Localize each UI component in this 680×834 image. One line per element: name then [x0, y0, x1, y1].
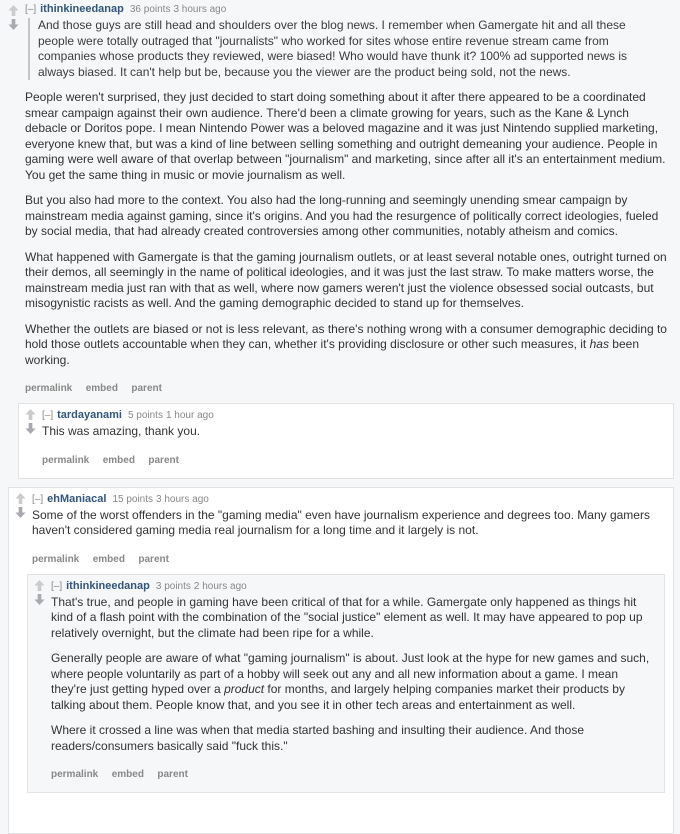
comment-timestamp: 3 hours ago: [173, 4, 226, 15]
comment-children: [6, 403, 674, 479]
upvote-arrow[interactable]: [15, 493, 26, 504]
permalink-link[interactable]: permalink: [42, 455, 89, 466]
vote-arrows: [13, 493, 28, 518]
collapse-toggle[interactable]: [–]: [25, 4, 36, 15]
comment-tagline: [51, 580, 656, 592]
comment: [18, 403, 674, 479]
vote-arrows: [23, 409, 38, 434]
comment-tagline: [32, 493, 665, 505]
comment: [27, 574, 665, 794]
embed-link[interactable]: embed: [112, 769, 144, 780]
vote-arrows: [32, 580, 47, 605]
comment-tagline: [25, 3, 674, 15]
vote-arrows: [6, 5, 21, 30]
downvote-arrow[interactable]: [25, 423, 36, 434]
comment-tagline: [42, 409, 665, 421]
permalink-link[interactable]: permalink: [25, 383, 72, 394]
permalink-link[interactable]: permalink: [51, 769, 98, 780]
parent-link[interactable]: parent: [131, 383, 162, 394]
comment-timestamp: 1 hour ago: [166, 410, 214, 421]
comment-author-link[interactable]: ehManiacal: [47, 493, 106, 505]
downvote-arrow[interactable]: [15, 507, 26, 518]
embed-link[interactable]: embed: [103, 455, 135, 466]
comment-body: Some of the worst offenders in the "gaming media" even have journalism experience and degrees too. Many gamers haven't considered gaming media real journalism for a long time and it largely is not.: [32, 508, 665, 539]
comment: [6, 3, 674, 479]
comment-timestamp: 2 hours ago: [194, 581, 247, 592]
downvote-arrow[interactable]: [8, 19, 19, 30]
comment-author-link[interactable]: tardayanami: [57, 409, 122, 421]
comment-score: 15 points: [112, 494, 153, 505]
collapse-toggle[interactable]: [–]: [51, 581, 62, 592]
comment-score: 5 points: [128, 410, 163, 421]
collapse-toggle[interactable]: [–]: [32, 494, 43, 505]
comment-author-link[interactable]: ithinkineedanap: [40, 3, 124, 15]
comment-timestamp: 3 hours ago: [156, 494, 209, 505]
comment-body: That's true, and people in gaming have been critical of that for a while. Gamergate only happened as things hit kind of a flash point with the combination of the "social justice" element as well. It may have appeared to pop up relatively overnight, but the climate had been ripe for a while. Generally people are aware of what "gaming journalism" is about. Just look at the hype for new games and such, where people voluntarily as part of a hobby will seek out any and all new information about a game. I mean they're just getting hyped over a product for months, and largely helping companies market their products by talking about them. People know that, and you see it in other tech areas and entertainment as well. Where it crossed a line was when that media started bashing and insulting their audience. And those readers/consumers basically said "fuck this.": [51, 595, 656, 755]
embed-link[interactable]: embed: [86, 383, 118, 394]
comment-body: This was amazing, thank you.: [42, 424, 665, 440]
parent-link[interactable]: parent: [148, 455, 179, 466]
parent-link[interactable]: parent: [138, 554, 169, 565]
comment-author-link[interactable]: ithinkineedanap: [66, 580, 150, 592]
collapse-toggle[interactable]: [–]: [42, 410, 53, 421]
permalink-link[interactable]: permalink: [32, 554, 79, 565]
comment-score: 36 points: [130, 4, 171, 15]
comment-children: [13, 574, 665, 794]
comment-actions: [25, 378, 674, 396]
upvote-arrow[interactable]: [34, 580, 45, 591]
comment-actions: [32, 549, 665, 567]
downvote-arrow[interactable]: [34, 594, 45, 605]
comment: [8, 487, 674, 834]
parent-link[interactable]: parent: [157, 769, 188, 780]
comment-body: And those guys are still head and shoulders over the blog news. I remember when Gamergate hit and all these people were totally outraged that "journalists" who worked for sites whose entire revenue stream came from companies whose products they reviewed, were biased! Who would have thunk it? 100% ad supported news is always biased. It can't help but be, because you the viewer are the product being sold, not the news. People weren't surprised, they just decided to start doing something about it after there appeared to be a coordinated smear campaign against their own audience. There'd been a climate growing for years, such as the Kane & Lynch debacle or Doritos pope. I mean Nintendo Power was a beloved magazine and it was just Nintendo supplied marketing, everyone knew that, but was a kind of line between selling something and outright demeaning your audience. People in gaming were well aware of that overlap between "journalism" and marketing, since after all it's an entertainment medium. You get the same thing in music or movie journalism as well. But you also had more to the context. You also had the long-running and seemingly unending smear campaign by mainstream media against gaming, since it's origins. And you had the resurgence of politically correct ideologies, fueled by social media, that had already created controversies among other communities, notably atheism and comics. What happened with Gamergate is that the gaming journalism outlets, or at least several notable ones, outright turned on their demos, all seemingly in the name of political ideologies, and it was just the last straw. To make matters worse, the mainstream media just ran with that as well, where now gamers weren't just the violence obsessed social outcasts, but misogynistic racists as well. And the gaming demographic decided to stand up for themselves. Whether the outlets are biased or not is less relevant, as there's nothing wrong with a consumer demographic deciding to hold those outlets accountable when they can, whether it's providing disclosure or other such measures, it has been working.: [25, 18, 673, 368]
comment-actions: [42, 450, 665, 468]
comment-actions: [51, 764, 656, 782]
embed-link[interactable]: embed: [93, 554, 125, 565]
upvote-arrow[interactable]: [8, 5, 19, 16]
upvote-arrow[interactable]: [25, 409, 36, 420]
comment-score: 3 points: [156, 581, 191, 592]
